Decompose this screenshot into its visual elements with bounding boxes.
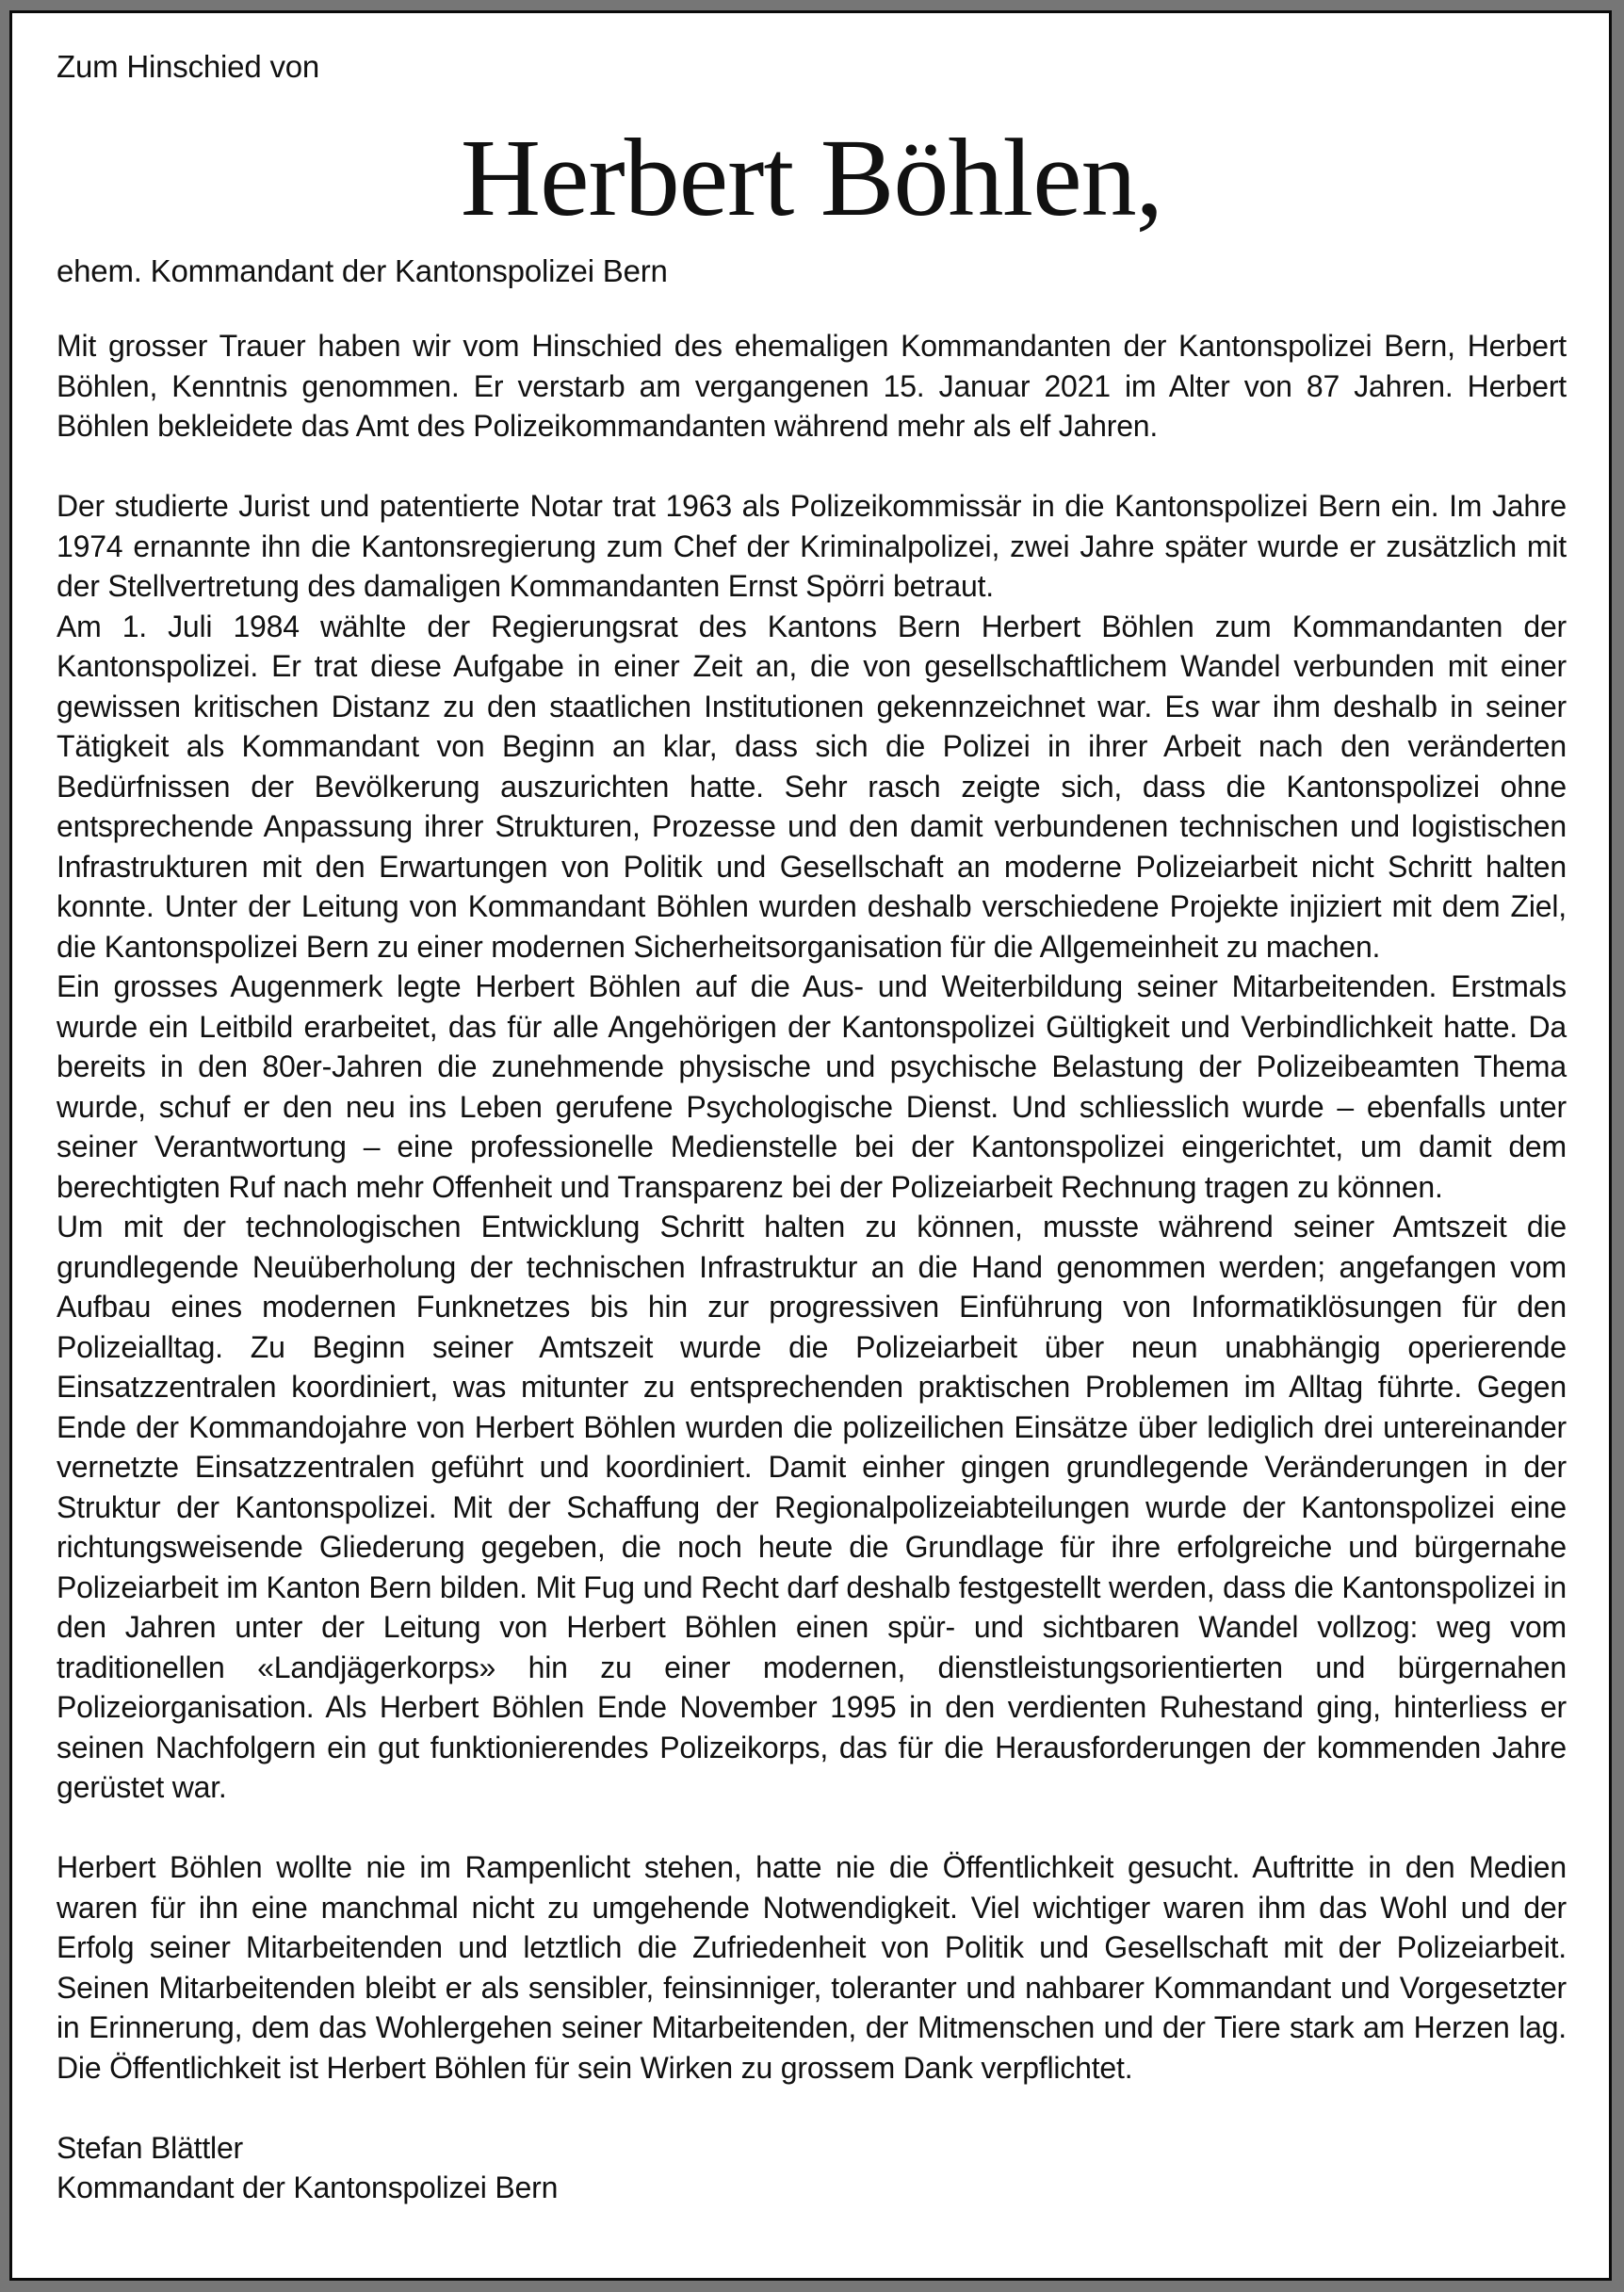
obituary-paragraph-intro: Mit grosser Trauer haben wir vom Hinschied des ehemaligen Kommandanten der Kantonspolizei Bern, Herbert Böhlen, Kenntnis genommen. Er verstarb am vergangenen 15. Januar 2021 im Alter von 87 Jahren. Herbert Böhlen bekleidete das Amt des Polizeikommandanten während mehr als elf Jahren.: [57, 329, 1567, 443]
signature-name: Stefan Blättler: [57, 2130, 244, 2165]
deceased-name-title: Herbert Böhlen,: [460, 115, 1163, 239]
kicker-text: Zum Hinschied von: [57, 49, 320, 84]
obituary-paragraph-commandant: Am 1. Juli 1984 wählte der Regierungsrat des Kantons Bern Herbert Böhlen zum Kommandanten der Kantonspolizei. Er trat diese Aufgabe in einer Zeit an, die von gesellschaftlichem Wandel verbunden mit einer gewissen kritischen Distanz zu den staatlichen Institutionen gekennzeichnet war. Es war ihm deshalb in seiner Tätigkeit als Kommandant von Beginn an klar, dass sich die Polizei in ihrer Arbeit nach den veränderten Bedürfnissen der Bevölkerung auszurichten hatte. Sehr rasch zeigte sich, dass die Kantonspolizei ohne entsprechende Anpassung ihrer Strukturen, Prozesse und den damit verbundenen technischen und logistischen Infrastrukturen mit den Erwartungen von Politik und Gesellschaft an moderne Polizeiarbeit nicht Schritt halten konnte. Unter der Leitung von Kommandant Böhlen wurden deshalb verschiedene Projekte injiziert mit dem Ziel, die Kantonspolizei Bern zu einer modernen Sicherheitsorganisation für die Allgemeinheit zu machen.: [57, 609, 1567, 964]
obituary-paragraph-career-start: Der studierte Jurist und patentierte Notar trat 1963 als Polizeikommissär in die Kantonspolizei Bern ein. Im Jahre 1974 ernannte ihn die Kantonsregierung zum Chef der Kriminalpolizei, zwei Jahre später wurde er zusätzlich mit der Stellvertretung des damaligen Kommandanten Ernst Spörri betraut.: [57, 489, 1567, 603]
obituary-paragraph-technology: Um mit der technologischen Entwicklung Schritt halten zu können, musste während seiner Amtszeit die grundlegende Neuüberholung der technischen Infrastruktur an die Hand genommen werden; angefangen vom Aufbau eines modernen Funknetzes bis hin zur progressiven Einführung von Informatiklösungen für den Polizeialltag. Zu Beginn seiner Amtszeit wurde die Polizeiarbeit über neun unabhängig operierende Einsatzzentralen koordiniert, was mitunter zu entsprechenden praktischen Problemen im Alltag führte. Gegen Ende der Kommandojahre von Herbert Böhlen wurden die polizeilichen Einsätze über lediglich drei untereinander vernetzte Einsatzzentralen geführt und koordiniert. Damit einher gingen grundlegende Veränderungen in der Struktur der Kantonspolizei. Mit der Schaffung der Regionalpolizeiabteilungen wurde der Kantonspolizei eine richtungsweisende Gliederung gegeben, die noch heute die Grundlage für ihre erfolgreiche und bürgernahe Polizeiarbeit im Kanton Bern bilden. Mit Fug und Recht darf deshalb festgestellt werden, dass die Kantonspolizei in den Jahren unter der Leitung von Herbert Böhlen einen spür- und sichtbaren Wandel vollzog: weg vom traditionellen «Landjägerkorps» hin zu einer modernen, dienstleistungsorientierten und bürgernahen Polizeiorganisation. Als Herbert Böhlen Ende November 1995 in den verdienten Ruhestand ging, hinterliess er seinen Nachfolgern ein gut funktionierendes Polizeikorps, das für die Herausforderungen der kommenden Jahre gerüstet war.: [57, 1210, 1567, 1804]
obituary-paragraph-legacy: Herbert Böhlen wollte nie im Rampenlicht stehen, hatte nie die Öffentlichkeit gesucht. Auftritte in den Medien waren für ihn eine manchmal nicht zu umgehende Notwendigkeit. Viel wichtiger waren ihm das Wohl und der Erfolg seiner Mitarbeitenden und letztlich die Zufriedenheit von Politik und Gesellschaft mit der Polizeiarbeit. Seinen Mitarbeitenden bleibt er als sensibler, feinsinniger, toleranter und nahbarer Kommandant und Vorgesetzter in Erinnerung, dem das Wohlergehen seiner Mitarbeitenden, der Mitmenschen und der Tiere stark am Herzen lag. Die Öffentlichkeit ist Herbert Böhlen für sein Wirken zu grossem Dank verpflichtet.: [57, 1850, 1567, 2085]
obituary-paragraph-training: Ein grosses Augenmerk legte Herbert Böhlen auf die Aus- und Weiterbildung seiner Mitarbeitenden. Erstmals wurde ein Leitbild erarbeitet, das für alle Angehörigen der Kantonspolizei Gültigkeit und Verbindlichkeit hatte. Da bereits in den 80er-Jahren die zunehmende physische und psychische Belastung der Polizeibeamten Thema wurde, schuf er den neu ins Leben gerufene Psychologische Dienst. Und schliesslich wurde – ebenfalls unter seiner Verantwortung – eine professionelle Medienstelle bei der Kantonspolizei eingerichtet, um damit dem berechtigten Ruf nach mehr Offenheit und Transparenz bei der Polizeiarbeit Rechnung tragen zu können.: [57, 969, 1567, 1204]
deceased-former-role: ehem. Kommandant der Kantonspolizei Bern: [57, 252, 668, 288]
signature-role: Kommandant der Kantonspolizei Bern: [57, 2170, 559, 2204]
signature-block: [57, 2128, 1567, 2208]
obituary-page: [9, 10, 1612, 2281]
